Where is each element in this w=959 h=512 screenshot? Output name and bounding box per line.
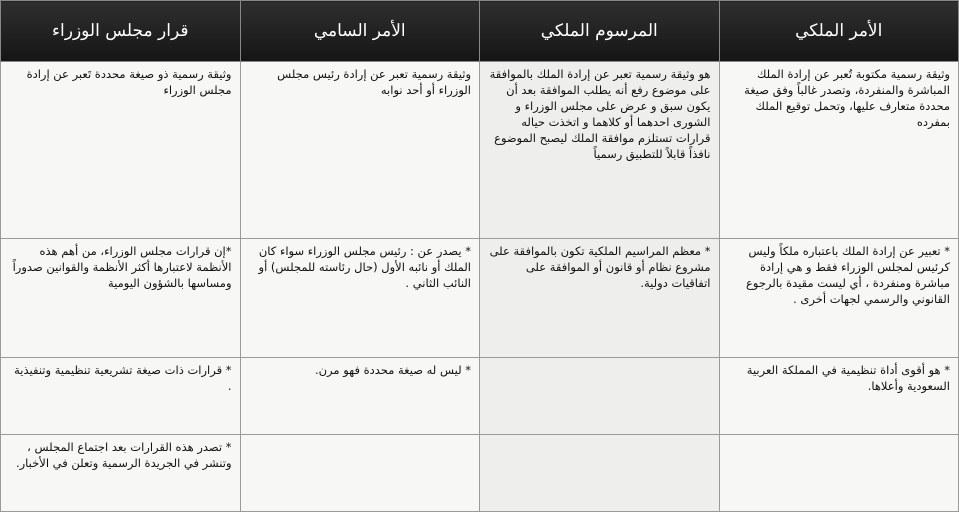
table-cell [480,358,720,435]
table-row [1,435,959,512]
table-header-row [1,1,959,62]
table-row [1,62,959,239]
table-row [1,358,959,435]
table-cell: * قرارات ذات صيغة تشريعية تنظيمية وتنفيذية . [1,358,241,435]
table-cell: * يصدر عن : رئيس مجلس الوزراء سواء كان الملك أو نائبه الأول (حال رئاسته للمجلس) أو النائب الثاني . [240,239,480,358]
table-row [1,239,959,358]
table-cell: وثيقة رسمية مكتوبة تُعبر عن إرادة الملك المباشرة والمنفردة، وتصدر غالباً وفق صيغة محددة متعارف عليها، وتحمل توقيع الملك بمفرده [719,62,959,239]
table-cell: * تصدر هذه القرارات بعد اجتماع المجلس ، وتنشر في الجريدة الرسمية وتعلن في الأخبار. [1,435,241,512]
table-cell: وثيقة رسمية ذو صيغة محددة تَعبر عن إرادة مجلس الوزراء [1,62,241,239]
table-cell [240,435,480,512]
table-cell: * ليس له صيغة محددة فهو مرن. [240,358,480,435]
table-cell: وثيقة رسمية تعبر عن إرادة رئيس مجلس الوزراء أو أحد نوابه [240,62,480,239]
table-cell: * معظم المراسيم الملكية تكون بالموافقة على مشروع نظام أو قانون أو الموافقة على اتفاقيات دولية. [480,239,720,358]
table-cell: هو وثيقة رسمية تعبر عن إرادة الملك بالموافقة على موضوع رفع أنه يطلب الموافقة بعد أن يكون سبق و عرض على مجلس الوزراء و الشورى احدهما أو كلاهما و اتخذت حياله قرارات تستلزم موافقة الملك ليصبح الموضوع نافذاً قابلاً للتطبيق رسمياً [480,62,720,239]
table-cell: * هو أقوى أداة تنظيمية في المملكة العربية السعودية وأعلاها. [719,358,959,435]
header-royal-order: الأمر الملكي [719,1,959,62]
header-council-resolution: قرار مجلس الوزراء [1,1,241,62]
table-cell [480,435,720,512]
table-cell [719,435,959,512]
table-cell: * تعبير عن إرادة الملك باعتباره ملكاً وليس كرئيس لمجلس الوزراء فقط و هي إرادة مباشرة ومنفردة ، أي ليست مقيدة بالرجوع القانوني والرسمي لجهات أخرى . [719,239,959,358]
header-royal-decree: المرسوم الملكي [480,1,720,62]
table-cell: *إن قرارات مجلس الوزراء، من أهم هذه الأنظمة لاعتبارها أكثر الأنظمة والقوانين صدوراً ومساسها بالشؤون اليومية [1,239,241,358]
header-high-order: الأمر السامي [240,1,480,62]
